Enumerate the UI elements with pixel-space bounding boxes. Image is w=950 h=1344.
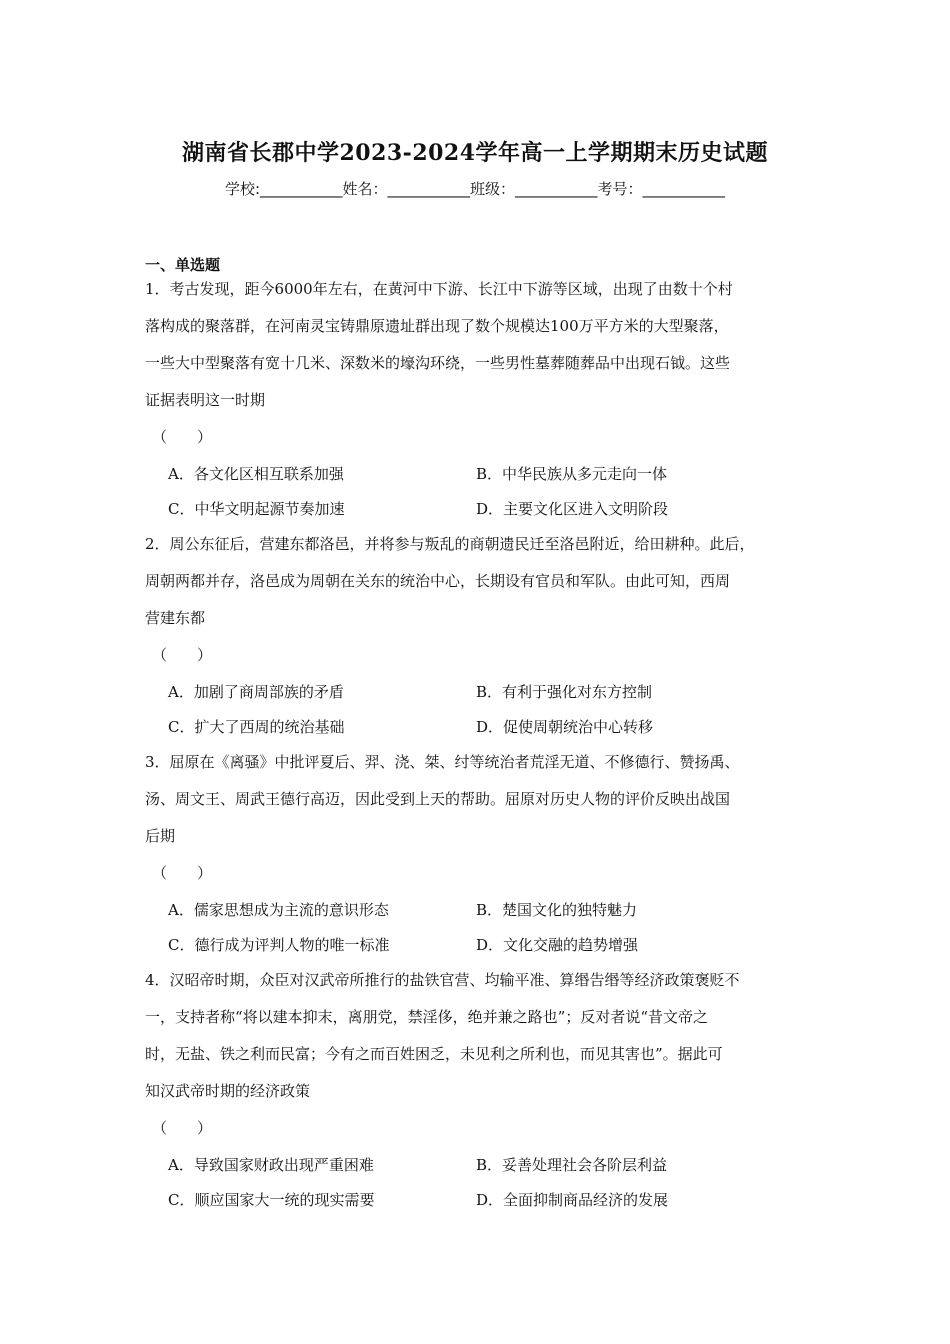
question-text-line: 4．汉昭帝时期，众臣对汉武帝所推行的盐铁官营、均输平准、算缗告缗等经济政策褒贬不 bbox=[145, 971, 740, 989]
option-a: A．加剧了商周部族的矛盾 bbox=[168, 683, 344, 701]
option-c: C．扩大了西周的统治基础 bbox=[168, 718, 345, 736]
question-text-line: 周朝两都并存，洛邑成为周朝在关东的统治中心，长期设有官员和军队。由此可知，西周 bbox=[145, 572, 731, 590]
option-c: C．中华文明起源节奏加速 bbox=[168, 500, 345, 518]
answer-blank: （ ） bbox=[152, 864, 213, 882]
question-text-line: 知汉武帝时期的经济政策 bbox=[145, 1082, 311, 1100]
section-heading: 一、单选题 bbox=[145, 256, 221, 274]
student-info-line: 学校:___________姓名：___________班级：___________考号：___________ bbox=[224, 180, 726, 198]
option-d: D．促使周朝统治中心转移 bbox=[476, 718, 654, 736]
question-text-line: 营建东都 bbox=[145, 609, 206, 627]
page-title: 湖南省长郡中学2023-2024学年高一上学期期末历史试题 bbox=[181, 140, 769, 166]
question-text-line: 3．屈原在《离骚》中批评夏后、羿、浇、桀、纣等统治者荒淫无道、不修德行、赞扬禹、 bbox=[145, 753, 740, 771]
question-text-line: 1．考古发现，距今6000年左右，在黄河中下游、长江中下游等区域，出现了由数十个村 bbox=[145, 280, 733, 298]
option-b: B．中华民族从多元走向一体 bbox=[476, 465, 668, 483]
option-d: D．文化交融的趋势增强 bbox=[476, 936, 639, 954]
question-text-line: 落构成的聚落群，在河南灵宝铸鼎原遗址群出现了数个规模达100万平方米的大型聚落， bbox=[145, 317, 729, 335]
answer-blank: （ ） bbox=[152, 428, 213, 446]
option-d: D．主要文化区进入文明阶段 bbox=[476, 500, 669, 518]
question-text-line: 2．周公东征后，营建东都洛邑，并将参与叛乱的商朝遗民迁至洛邑附近，给田耕种。此后， bbox=[145, 535, 755, 553]
option-a: A．各文化区相互联系加强 bbox=[168, 465, 344, 483]
option-c: C．顺应国家大一统的现实需要 bbox=[168, 1191, 375, 1209]
option-c: C．德行成为评判人物的唯一标准 bbox=[168, 936, 390, 954]
question-text-line: 一，支持者称“将以建本抑末，离朋党，禁淫侈，绝并兼之路也”；反对者说“昔文帝之 bbox=[145, 1008, 709, 1026]
question-text-line: 时，无盐、铁之利而民富；今有之而百姓困乏，未见利之所利也，而见其害也”。据此可 bbox=[145, 1045, 723, 1063]
answer-blank: （ ） bbox=[152, 646, 213, 664]
question-text-line: 汤、周文王、周武王德行高迈，因此受到上天的帮助。屈原对历史人物的评价反映出战国 bbox=[145, 790, 731, 808]
option-a: A．儒家思想成为主流的意识形态 bbox=[168, 901, 389, 919]
question-text-line: 证据表明这一时期 bbox=[145, 391, 266, 409]
option-b: B．楚国文化的独特魅力 bbox=[476, 901, 638, 919]
option-b: B．有利于强化对东方控制 bbox=[476, 683, 653, 701]
answer-blank: （ ） bbox=[152, 1119, 213, 1137]
question-text-line: 后期 bbox=[145, 827, 176, 845]
option-a: A．导致国家财政出现严重困难 bbox=[168, 1156, 374, 1174]
option-b: B．妥善处理社会各阶层利益 bbox=[476, 1156, 668, 1174]
question-text-line: 一些大中型聚落有宽十几米、深数米的壕沟环绕，一些男性墓葬随葬品中出现石钺。这些 bbox=[145, 354, 731, 372]
option-d: D．全面抑制商品经济的发展 bbox=[476, 1191, 669, 1209]
